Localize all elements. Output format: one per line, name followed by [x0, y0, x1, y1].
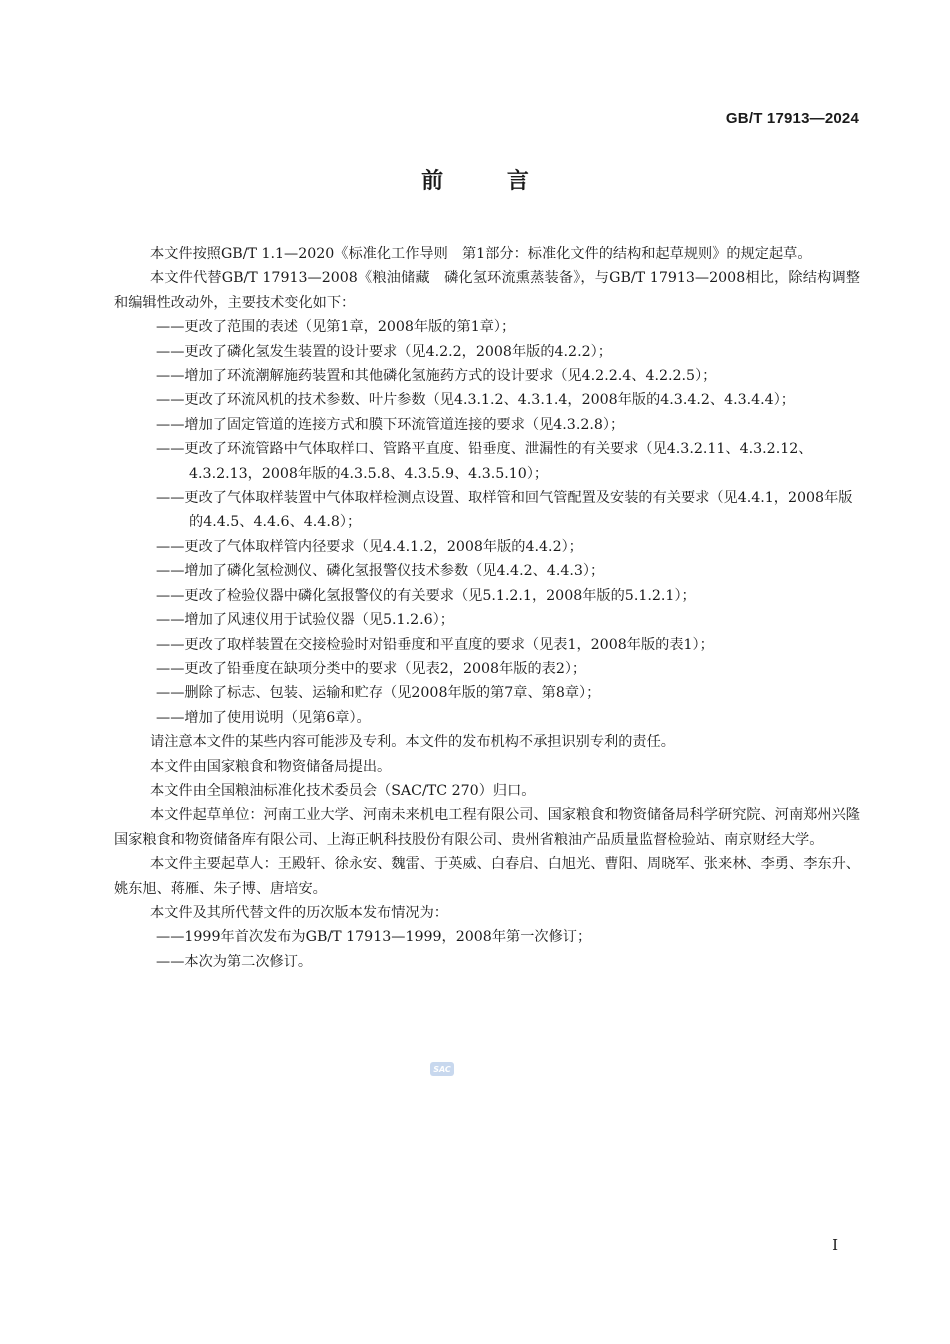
- standard-code: GB/T 17913—2024: [725, 110, 859, 127]
- history-item: ——本次为第二次修订。: [156, 953, 313, 970]
- change-item: ——增加了固定管道的连接方式和膜下环流管道连接的要求（见4.3.2.8）；: [156, 416, 625, 433]
- paragraph: 本文件及其所代替文件的历次版本发布情况为：: [150, 904, 448, 921]
- change-item: ——更改了铅垂度在缺项分类中的要求（见表2，2008年版的表2）；: [156, 660, 587, 677]
- paragraph: 本文件由全国粮油标准化技术委员会（SAC/TC 270）归口。: [150, 782, 536, 799]
- paragraph: 本文件由国家粮食和物资储备局提出。: [150, 758, 392, 775]
- paragraph: 请注意本文件的某些内容可能涉及专利。本文件的发布机构不承担识别专利的责任。: [150, 734, 675, 751]
- paragraph: 本文件主要起草人：王殿轩、徐永安、魏雷、于英威、白春启、白旭光、曹阳、周晓军、张来林、李勇、李东升、姚东旭、蒋雁、朱子博、唐培安。: [114, 856, 860, 897]
- change-item: ——增加了风速仪用于试验仪器（见5.1.2.6）；: [156, 612, 454, 629]
- change-item: ——更改了环流管路中气体取样口、管路平直度、铅垂度、泄漏性的有关要求（见4.3.2.11、4.3.2.12、4.3.2.13，2008年版的4.3.5.8、4.3.5.9、4.3.5.10）；: [156, 441, 813, 482]
- sac-watermark-logo: SAC: [430, 1062, 454, 1076]
- paragraph: 本文件代替GB/T 17913—2008《粮油储藏 磷化氢环流熏蒸装备》，与GB/T 17913—2008相比，除结构调整和编辑性改动外，主要技术变化如下：: [114, 270, 860, 311]
- change-item: ——更改了气体取样管内径要求（见4.4.1.2，2008年版的4.4.2）；: [156, 538, 583, 555]
- change-item: ——更改了检验仪器中磷化氢报警仪的有关要求（见5.1.2.1，2008年版的5.1.2.1）；: [156, 587, 696, 604]
- change-item: ——更改了范围的表述（见第1章，2008年版的第1章）；: [156, 319, 516, 336]
- change-item: ——增加了磷化氢检测仪、磷化氢报警仪技术参数（见4.4.2、4.4.3）；: [156, 563, 605, 580]
- paragraph: 本文件按照GB/T 1.1—2020《标准化工作导则 第1部分：标准化文件的结构和起草规则》的规定起草。: [150, 246, 812, 262]
- document-body: [114, 242, 860, 974]
- change-item: ——增加了使用说明（见第6章）。: [156, 709, 371, 726]
- change-item: ——更改了环流风机的技术参数、叶片参数（见4.3.1.2、4.3.1.4，2008年版的4.3.4.2、4.3.4.4）；: [156, 392, 795, 409]
- page-title: 前 言: [421, 169, 557, 194]
- change-item: ——更改了磷化氢发生装置的设计要求（见4.2.2，2008年版的4.2.2）；: [156, 343, 612, 360]
- change-item: ——删除了标志、包装、运输和贮存（见2008年版的第7章、第8章）；: [156, 685, 601, 702]
- change-item: ——更改了气体取样装置中气体取样检测点设置、取样管和回气管配置及安装的有关要求（见4.4.1，2008年版的4.4.5、4.4.6、4.4.8）；: [156, 490, 853, 531]
- paragraph: 本文件起草单位：河南工业大学、河南未来机电工程有限公司、国家粮食和物资储备局科学研究院、河南郑州兴隆国家粮食和物资储备库有限公司、上海正帆科技股份有限公司、贵州省粮油产品质量监督检验站、南京财经大学。: [114, 807, 860, 848]
- change-item: ——增加了环流潮解施药装置和其他磷化氢施药方式的设计要求（见4.2.2.4、4.2.2.5）；: [156, 368, 717, 385]
- change-item: ——更改了取样装置在交接检验时对铅垂度和平直度的要求（见表1，2008年版的表1）；: [156, 636, 714, 653]
- page-number: I: [832, 1236, 838, 1254]
- history-item: ——1999年首次发布为GB/T 17913—1999，2008年第一次修订；: [156, 929, 592, 946]
